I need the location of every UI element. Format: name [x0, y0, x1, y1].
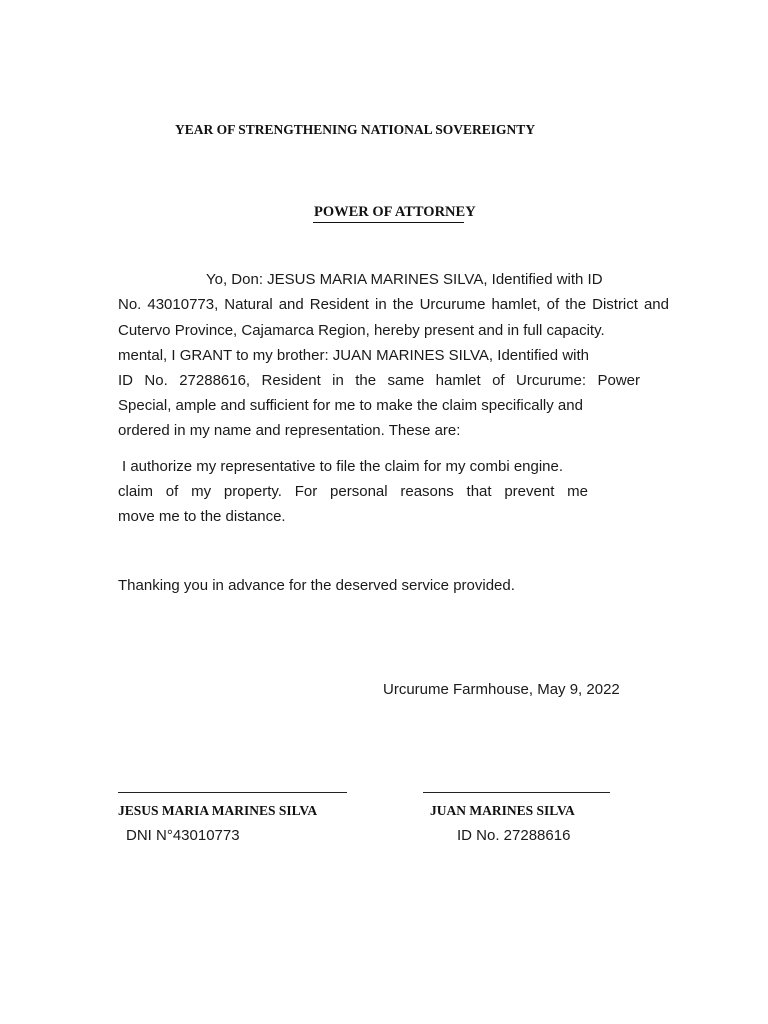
paragraph1-line-4: mental, I GRANT to my brother: JUAN MARINES SILVA, Identified with: [118, 347, 589, 364]
document-title: POWER OF ATTORNEY: [314, 204, 476, 220]
paragraph2-line-3: move me to the distance.: [118, 508, 286, 525]
paragraph1-line-6: Special, ample and sufficient for me to make the claim specifically and: [118, 397, 583, 414]
grantor-signature-line: [118, 792, 347, 793]
attorney-id: ID No. 27288616: [457, 827, 571, 844]
paragraph2-line-1: I authorize my representative to file the claim for my combi engine.: [122, 458, 564, 475]
title-underline: [313, 222, 464, 223]
grantor-name: JESUS MARIA MARINES SILVA: [118, 803, 318, 818]
attorney-signature-line: [423, 792, 610, 793]
paragraph1-line-2: No. 43010773, Natural and Resident in the Urcurume hamlet, of the District and: [118, 296, 669, 313]
attorney-name: JUAN MARINES SILVA: [430, 803, 575, 818]
year-heading: YEAR OF STRENGTHENING NATIONAL SOVEREIGNTY: [175, 122, 536, 137]
thanks-line: Thanking you in advance for the deserved service provided.: [118, 577, 515, 594]
paragraph1-line-7: ordered in my name and representation. These are:: [118, 422, 461, 439]
paragraph2-line-2: claim of my property. For personal reasons that prevent me: [118, 483, 588, 500]
place-date: Urcurume Farmhouse, May 9, 2022: [383, 681, 620, 698]
paragraph1-line-1: Yo, Don: JESUS MARIA MARINES SILVA, Identified with ID: [206, 271, 603, 288]
grantor-id: DNI N°43010773: [126, 827, 240, 844]
paragraph1-line-3: Cutervo Province, Cajamarca Region, hereby present and in full capacity.: [118, 322, 605, 339]
paragraph1-line-5: ID No. 27288616, Resident in the same hamlet of Urcurume: Power: [118, 372, 640, 389]
